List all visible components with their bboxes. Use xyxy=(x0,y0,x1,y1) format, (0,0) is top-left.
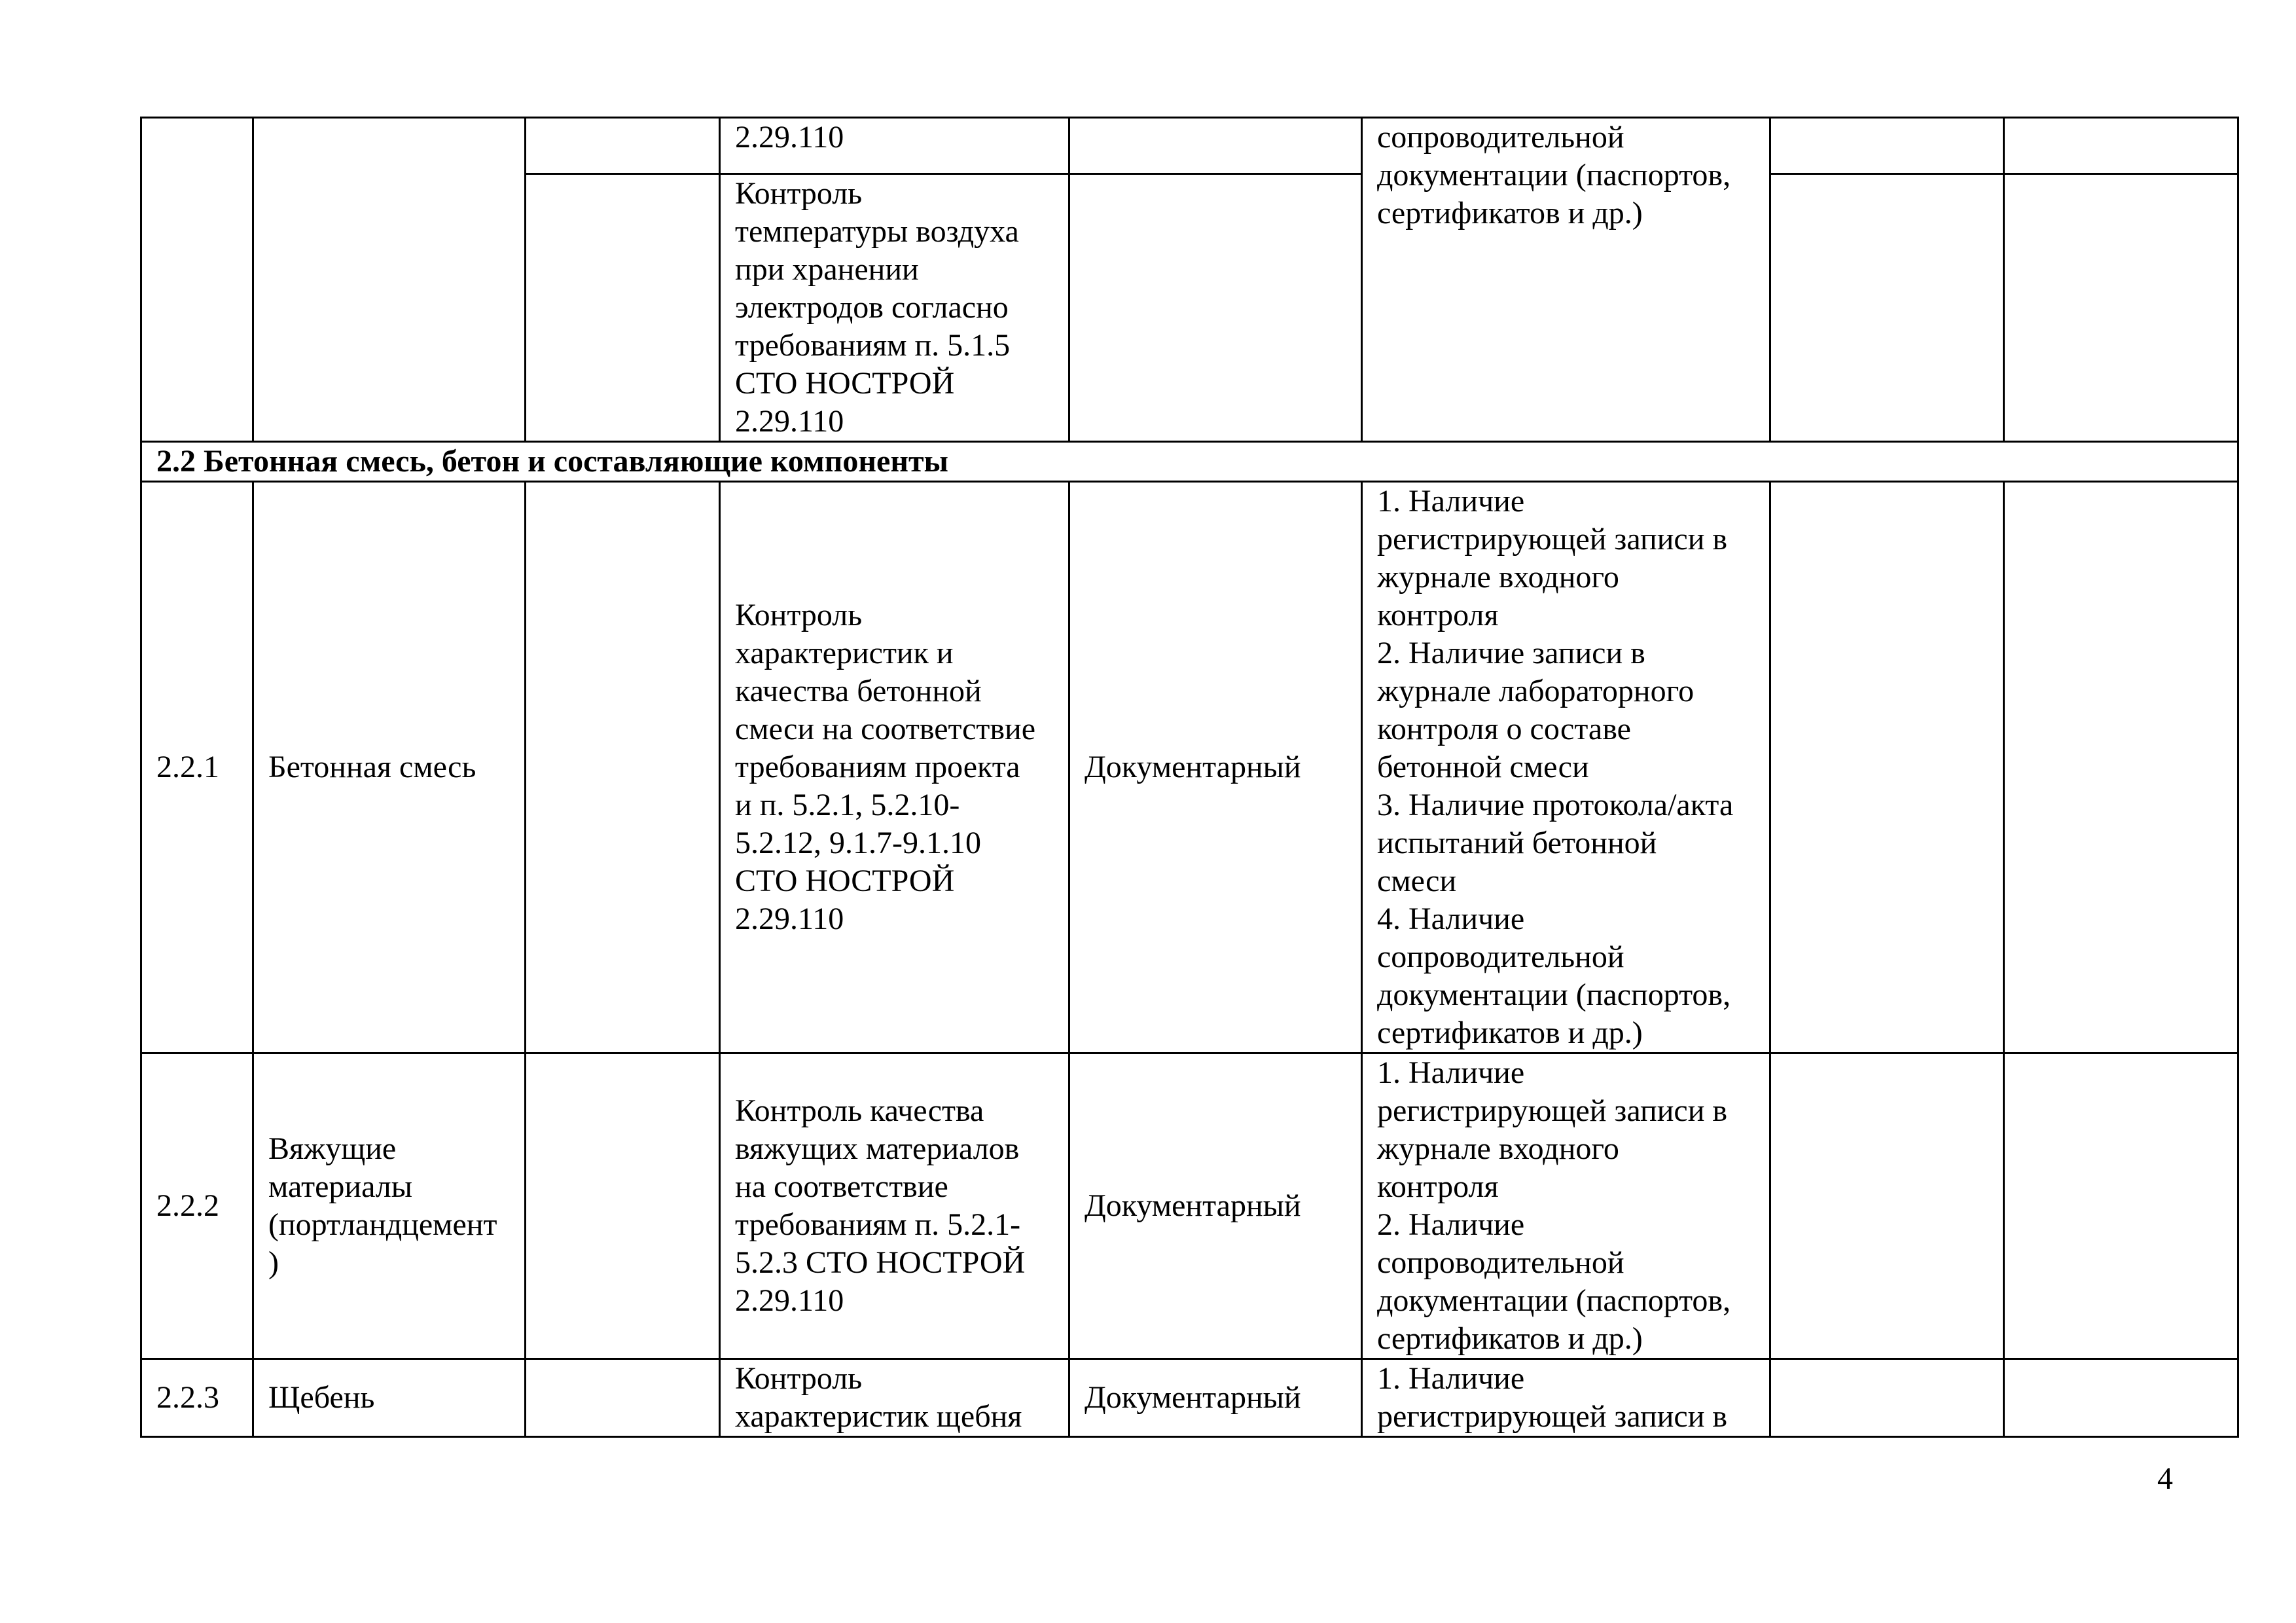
cell-num: 2.2.1 xyxy=(141,482,253,1053)
cell-method: Документарный xyxy=(1069,482,1362,1053)
cell-empty xyxy=(1770,1359,2004,1437)
cell-empty xyxy=(2004,1053,2238,1359)
cell-num-empty xyxy=(141,118,253,442)
cell-name: Бетонная смесь xyxy=(253,482,526,1053)
cell-empty xyxy=(1770,118,2004,174)
cell-empty xyxy=(2004,1359,2238,1437)
cell-empty xyxy=(2004,174,2238,442)
cell-requirement: Контроль качества вяжущих материалов на соответствие требованиям п. 5.2.1- 5.2.3 СТО НОСТРОЙ 2.29.110 xyxy=(720,1053,1069,1359)
cell-empty xyxy=(526,1359,720,1437)
cell-requirement: Контроль характеристик щебня xyxy=(720,1359,1069,1437)
cell-num: 2.2.2 xyxy=(141,1053,253,1359)
cell-evidence: 1. Наличие регистрирующей записи в журнале входного контроля 2. Наличие записи в журнале лабораторного контроля о составе бетонной смеси 3. Наличие протокола/акта испытаний бетонной смеси 4. Наличие сопроводительной документации (паспортов, сертификатов и др.) xyxy=(1362,482,1770,1053)
page-number: 4 xyxy=(2157,1461,2173,1496)
cell-method-empty xyxy=(1069,118,1362,174)
cell-empty xyxy=(2004,482,2238,1053)
section-header-row xyxy=(141,442,2238,482)
cell-empty xyxy=(1770,174,2004,442)
cell-method: Документарный xyxy=(1069,1053,1362,1359)
cell-empty xyxy=(1770,1053,2004,1359)
cell-requirement: 2.29.110 xyxy=(720,118,1069,174)
cell-name-empty xyxy=(253,118,526,442)
table-row xyxy=(141,482,2238,1053)
cell-evidence: сопроводительной документации (паспортов, сертификатов и др.) xyxy=(1362,118,1770,442)
inspection-table xyxy=(140,117,2239,1438)
table-row xyxy=(141,118,2238,174)
cell-evidence: 1. Наличие регистрирующей записи в xyxy=(1362,1359,1770,1437)
table-row xyxy=(141,1053,2238,1359)
cell-empty xyxy=(526,118,720,174)
cell-name: Вяжущие материалы (портландцемент ) xyxy=(253,1053,526,1359)
cell-requirement: Контроль температуры воздуха при хранении электродов согласно требованиям п. 5.1.5 СТО НОСТРОЙ 2.29.110 xyxy=(720,174,1069,442)
cell-empty xyxy=(526,482,720,1053)
cell-method: Документарный xyxy=(1069,1359,1362,1437)
cell-evidence: 1. Наличие регистрирующей записи в журнале входного контроля 2. Наличие сопроводительной документации (паспортов, сертификатов и др.) xyxy=(1362,1053,1770,1359)
cell-method-empty xyxy=(1069,174,1362,442)
cell-num: 2.2.3 xyxy=(141,1359,253,1437)
section-title: 2.2 Бетонная смесь, бетон и составляющие компоненты xyxy=(141,442,2238,482)
cell-empty xyxy=(526,174,720,442)
cell-empty xyxy=(1770,482,2004,1053)
cell-empty xyxy=(2004,118,2238,174)
cell-requirement: Контроль характеристик и качества бетонной смеси на соответствие требованиям проекта и п. 5.2.1, 5.2.10- 5.2.12, 9.1.7-9.1.10 СТО НОСТРОЙ 2.29.110 xyxy=(720,482,1069,1053)
table-row xyxy=(141,1359,2238,1437)
cell-empty xyxy=(526,1053,720,1359)
cell-name: Щебень xyxy=(253,1359,526,1437)
